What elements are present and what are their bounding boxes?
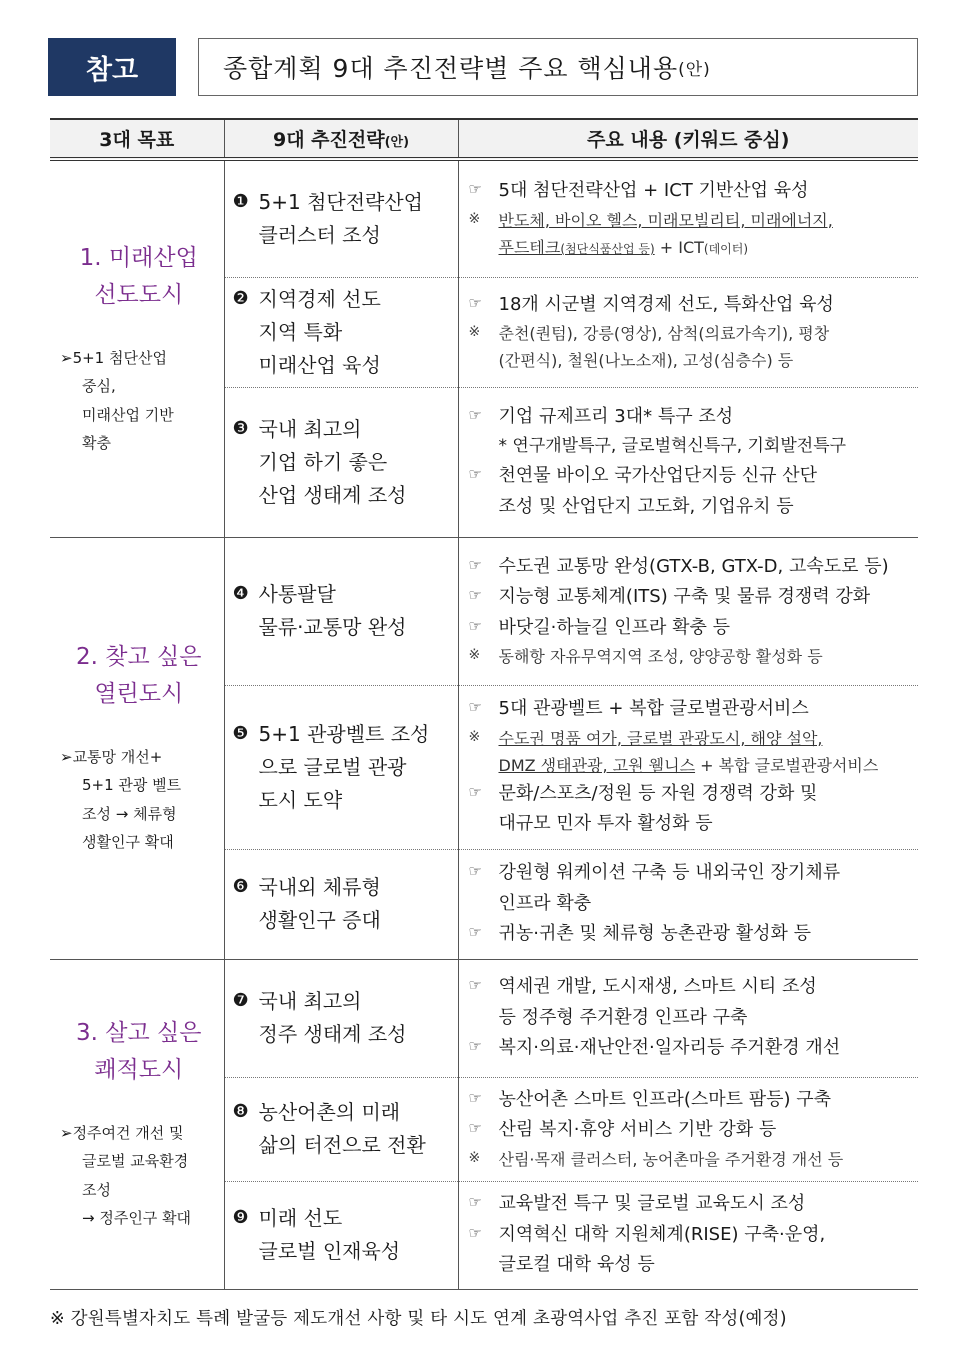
table-row: [50, 159, 918, 277]
goal-3: [50, 959, 224, 1289]
goal-2-title: 2. 찾고 싶은 열린도시: [76, 644, 202, 707]
document-title: [198, 38, 918, 96]
content-6: ☞ 강원형 워케이션 구축 등 내외국인 장기체류 인프라 확충 ☞ 귀농·귀촌 및 체류형 농촌관광 활성화 등: [458, 849, 918, 959]
goal-1-subtitle: ➢5+1 첨단산업 중심, 미래산업 기반 확충: [60, 348, 174, 453]
strategy-6: ❻ 국내외 체류형 생활인구 증대: [224, 849, 458, 959]
title-text: 종합계획 9대 추진전략별 주요 핵심내용: [223, 54, 679, 83]
reference-badge: 참고: [48, 38, 176, 96]
strategy-7: ❼ 국내 최고의 정주 생태계 조성: [224, 959, 458, 1077]
table-row: [50, 959, 918, 1077]
col-header-strategy: 9대 추진전략(안): [224, 119, 458, 159]
table-row: [50, 537, 918, 685]
document-header: [48, 38, 918, 96]
col-header-goal: 3대 목표: [50, 119, 224, 159]
strategy-5: ❺ 5+1 관광벨트 조성 으로 글로벌 관광 도시 도약: [224, 685, 458, 849]
goal-3-title: 3. 살고 싶은 쾌적도시: [76, 1020, 202, 1083]
strategy-8: ❽ 농산어촌의 미래 삶의 터전으로 전환: [224, 1077, 458, 1181]
content-4: ☞ 수도권 교통망 완성(GTX-B, GTX-D, 고속도로 등) ☞ 지능형 교통체계(ITS) 구축 및 물류 경쟁력 강화 ☞ 바닷길·하늘길 인프라 확충 등 ※ 동해항 자유무역지역 조성, 양양공항 활성화 등: [458, 537, 918, 685]
title-suffix: (안): [678, 59, 711, 80]
goal-1-title: 1. 미래산업 선도도시: [79, 244, 198, 308]
strategy-3: ❸ 국내 최고의 기업 하기 좋은 산업 생태계 조성: [224, 387, 458, 537]
content-3: ☞ 기업 규제프리 3대* 특구 조성 * 연구개발특구, 글로벌혁신특구, 기회발전특구 ☞ 천연물 바이오 국가산업단지등 신규 산단 조성 및 산업단지 고도화, 기업유치 등: [458, 387, 918, 537]
content-2: ☞ 18개 시군별 지역경제 선도, 특화산업 육성 ※ 춘천(퀀텀), 강릉(영상), 삼척(의료가속기), 평창 (간편식), 철원(나노소재), 고성(심층수) 등: [458, 277, 918, 387]
content-1: ☞ 5대 첨단전략산업 + ICT 기반산업 육성 ※ 반도체, 바이오 헬스, 미래모빌리티, 미래에너지, 푸드테크(첨단식품산업 등) + ICT(데이터): [458, 159, 918, 277]
strategy-9: ❾ 미래 선도 글로벌 인재육성: [224, 1181, 458, 1289]
goal-2-subtitle: ➢교통망 개선+ 5+1 관광 벨트 조성 → 체류형 생활인구 확대: [60, 747, 182, 852]
goal-2: [50, 537, 224, 959]
strategy-1: ❶ 5+1 첨단전략산업 클러스터 조성: [224, 159, 458, 277]
content-5: ☞ 5대 관광벨트 + 복합 글로벌관광서비스 ※ 수도권 명품 여가, 글로벌 관광도시, 해양 설악, DMZ 생태관광, 고원 웰니스 + 복합 글로벌관광서비스 ☞ 문화/스포츠/정원 등 자원 경쟁력 강화 및 대규모 민자 투자 활성화 등: [458, 685, 918, 849]
content-8: ☞ 농산어촌 스마트 인프라(스마트 팜등) 구축 ☞ 산림 복지·휴양 서비스 기반 강화 등 ※ 산림·목재 클러스터, 농어촌마을 주거환경 개선 등: [458, 1077, 918, 1181]
strategy-table: [50, 118, 918, 1290]
col-header-content: 주요 내용 (키워드 중심): [458, 119, 918, 159]
strategy-2: ❷ 지역경제 선도 지역 특화 미래산업 육성: [224, 277, 458, 387]
table-header-row: [50, 119, 918, 159]
goal-1: [50, 159, 224, 537]
footnote: ※ 강원특별자치도 특례 발굴등 제도개선 사항 및 타 시도 연계 초광역사업 추진 포함 작성(예정): [50, 1309, 787, 1329]
goal-3-subtitle: ➢정주여건 개선 및 글로벌 교육환경 조성 → 정주인구 확대: [60, 1123, 192, 1228]
strategy-4: ❹ 사통팔달 물류·교통망 완성: [224, 537, 458, 685]
content-9: ☞ 교육발전 특구 및 글로벌 교육도시 조성 ☞ 지역혁신 대학 지원체계(RISE) 구축·운영, 글로컬 대학 육성 등: [458, 1181, 918, 1289]
content-7: ☞ 역세권 개발, 도시재생, 스마트 시티 조성 등 정주형 주거환경 인프라 구축 ☞ 복지·의료·재난안전·일자리등 주거환경 개선: [458, 959, 918, 1077]
